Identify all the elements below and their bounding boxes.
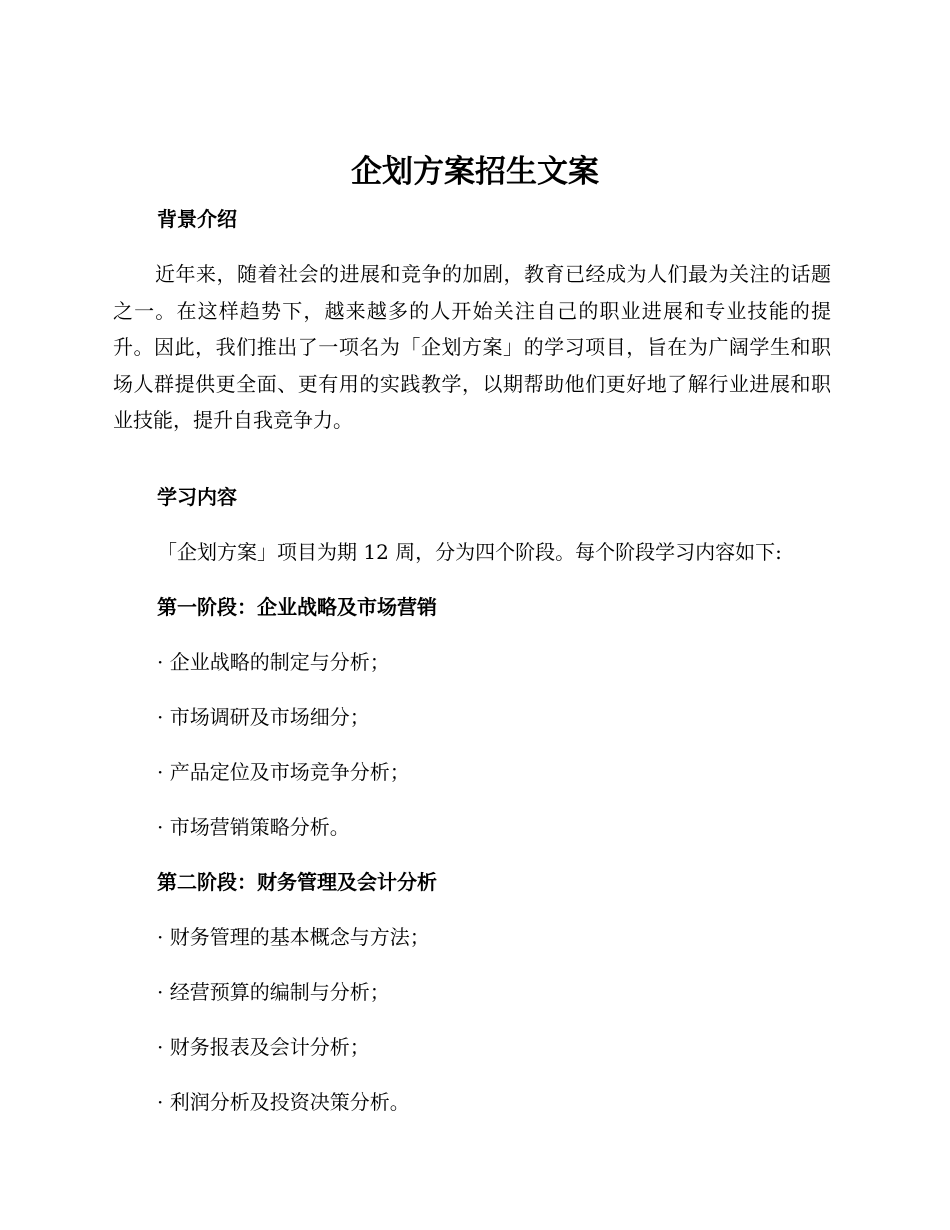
list-item: · 市场营销策略分析。: [157, 815, 350, 839]
list-item: · 财务管理的基本概念与方法；: [157, 925, 430, 949]
stage-2-heading: 第二阶段：财务管理及会计分析: [157, 870, 437, 894]
list-item: · 市场调研及市场细分；: [157, 705, 370, 729]
content-intro: 「企划方案」项目为期 12 周，分为四个阶段。每个阶段学习内容如下:: [157, 540, 782, 564]
list-item: · 经营预算的编制与分析；: [157, 980, 390, 1004]
section-heading-background: 背景介绍: [157, 207, 237, 231]
background-paragraph: 近年来，随着社会的进展和竞争的加剧，教育已经成为人们最为关注的话题之一。在这样趋势下，越来越多的人开始关注自己的职业进展和专业技能的提升。因此，我们推出了一项名为「企划方案」的学习项目，旨在为广阔学生和职场人群提供更全面、更有用的实践教学，以期帮助他们更好地了解行业进展和职业技能，提升自我竞争力。: [113, 262, 831, 432]
stage-1-heading: 第一阶段：企业战略及市场营销: [157, 595, 437, 619]
list-item: · 利润分析及投资决策分析。: [157, 1090, 410, 1114]
section-heading-content: 学习内容: [157, 485, 237, 509]
list-item: · 产品定位及市场竞争分析；: [157, 760, 410, 784]
document-title: 企划方案招生文案: [351, 154, 599, 190]
list-item: · 企业战略的制定与分析；: [157, 650, 390, 674]
list-item: · 财务报表及会计分析；: [157, 1035, 370, 1059]
